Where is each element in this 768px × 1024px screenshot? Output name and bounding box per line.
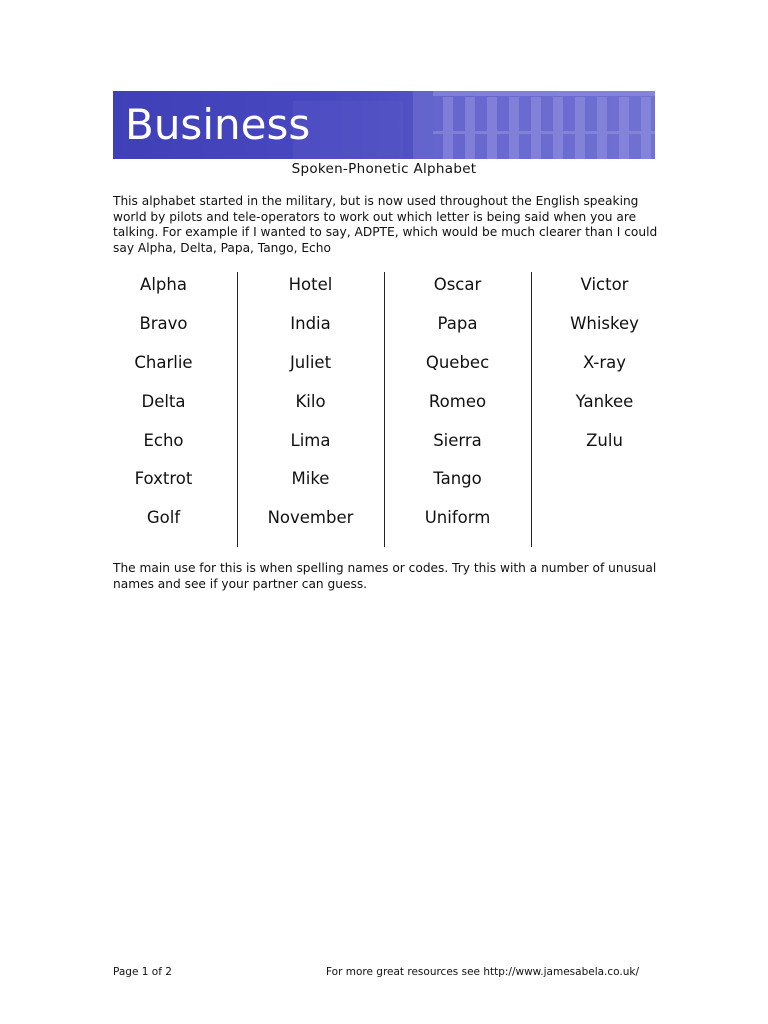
word-cell: India bbox=[290, 313, 331, 333]
header-banner bbox=[113, 91, 655, 159]
word-cell: Yankee bbox=[575, 391, 634, 411]
column-1 bbox=[90, 272, 237, 547]
word-cell: Victor bbox=[580, 275, 629, 294]
word-cell: Delta bbox=[141, 391, 186, 411]
word-cell: Juliet bbox=[289, 352, 332, 372]
word-cell: Golf bbox=[146, 508, 181, 528]
word-cell: X-ray bbox=[582, 352, 627, 372]
intro-paragraph: This alphabet started in the military, but is now used throughout the English speaking world by pilots and tele-operators to work out which letter is being said when you are talking. For example if I wanted to say, ADPTE, which would be much clearer than I could say Alpha, Delta, Papa, Tango, Echo bbox=[113, 194, 658, 255]
page-number: Page 1 of 2 bbox=[113, 966, 172, 978]
word-cell: Hotel bbox=[288, 275, 333, 294]
word-cell: Kilo bbox=[295, 391, 326, 411]
word-cell: Bravo bbox=[139, 313, 188, 333]
resources-footer: For more great resources see http://www.jamesabela.co.uk/ bbox=[326, 966, 640, 978]
word-cell: Romeo bbox=[428, 391, 487, 411]
word-cell: Alpha bbox=[140, 275, 187, 294]
column-3 bbox=[384, 272, 531, 547]
word-cell: Whiskey bbox=[570, 313, 639, 333]
word-cell: Quebec bbox=[425, 352, 490, 372]
column-4 bbox=[531, 272, 678, 547]
word-cell: Charlie bbox=[134, 352, 193, 372]
word-cell: Sierra bbox=[433, 430, 482, 450]
word-cell: Zulu bbox=[586, 430, 623, 450]
page-title: Spoken-Phonetic Alphabet bbox=[291, 161, 477, 177]
word-cell: Tango bbox=[433, 469, 482, 489]
banner-title: Business bbox=[125, 100, 311, 149]
closing-paragraph: The main use for this is when spelling names or codes. Try this with a number of unusual names and see if your partner can guess. bbox=[113, 561, 657, 591]
column-2 bbox=[237, 272, 384, 547]
phonetic-alphabet-table bbox=[90, 272, 678, 547]
word-cell: Papa bbox=[437, 313, 478, 333]
word-cell: Echo bbox=[143, 430, 184, 450]
word-cell: Mike bbox=[291, 469, 330, 489]
word-cell: November bbox=[267, 508, 354, 528]
word-cell: Oscar bbox=[433, 275, 482, 294]
word-cell: Foxtrot bbox=[134, 469, 193, 489]
word-cell: Uniform bbox=[424, 508, 491, 528]
word-cell: Lima bbox=[290, 430, 331, 450]
